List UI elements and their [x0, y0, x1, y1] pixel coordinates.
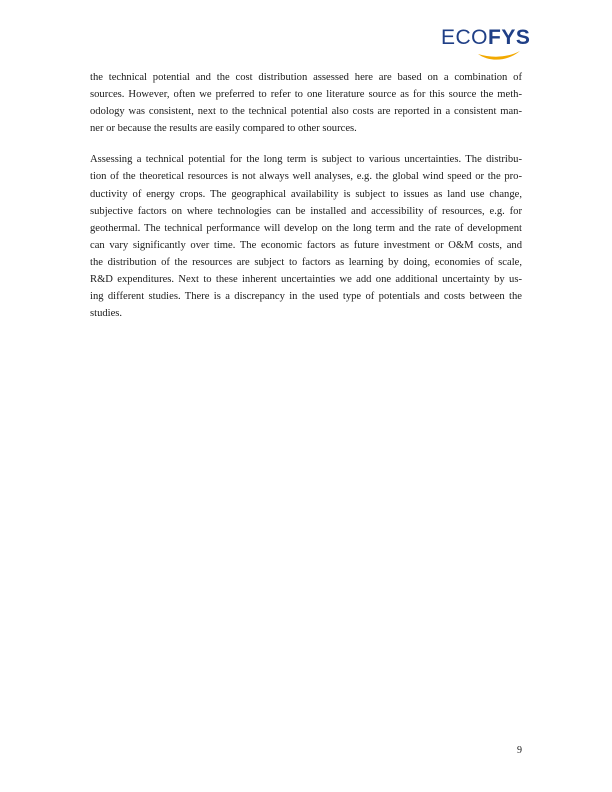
text-line: R&D expenditures. Next to these inherent uncertainties we add one additional uncertainty by us- [90, 274, 522, 286]
paragraph-1 [90, 69, 522, 137]
text-line: geothermal. The technical performance will develop on the long term and the rate of development [90, 222, 522, 234]
text-line: sources. However, often we preferred to refer to one literature source as for this source the meth- [90, 89, 522, 101]
text-line: can vary significantly over time. The economic factors as future investment or O&M costs, and [90, 239, 522, 251]
ecofys-logo [441, 26, 531, 60]
logo-swoosh-icon [477, 48, 521, 62]
text-line: Assessing a technical potential for the long term is subject to various uncertainties. The distribu- [90, 154, 522, 166]
text-line: odology was consistent, next to the technical potential also costs are reported in a consistent man- [90, 106, 522, 118]
text-line: ductivity of energy crops. The geographical availability is subject to issues as land use change, [90, 188, 522, 200]
main-text [90, 69, 522, 336]
logo-text-light: ECO [441, 26, 489, 49]
logo-wordmark [441, 26, 530, 50]
page-number: 9 [517, 745, 522, 756]
text-line: ing different studies. There is a discrepancy in the used type of potentials and costs between the [90, 291, 522, 303]
text-line: the distribution of the resources are subject to factors as learning by doing, economies of scale, [90, 256, 522, 268]
text-line: ner or because the results are easily compared to other sources. [90, 123, 357, 135]
logo-text-bold: FYS [488, 26, 531, 49]
text-line: the technical potential and the cost distribution assessed here are based on a combination of [90, 72, 522, 83]
text-line: studies. [90, 308, 123, 320]
text-line: subjective factors on where technologies can be installed and accessibility of resources, e.g. for [90, 205, 522, 217]
text-line: tion of the theoretical resources is not always well analyses, e.g. the global wind speed or the pro- [90, 171, 522, 183]
paragraph-2 [90, 151, 522, 322]
